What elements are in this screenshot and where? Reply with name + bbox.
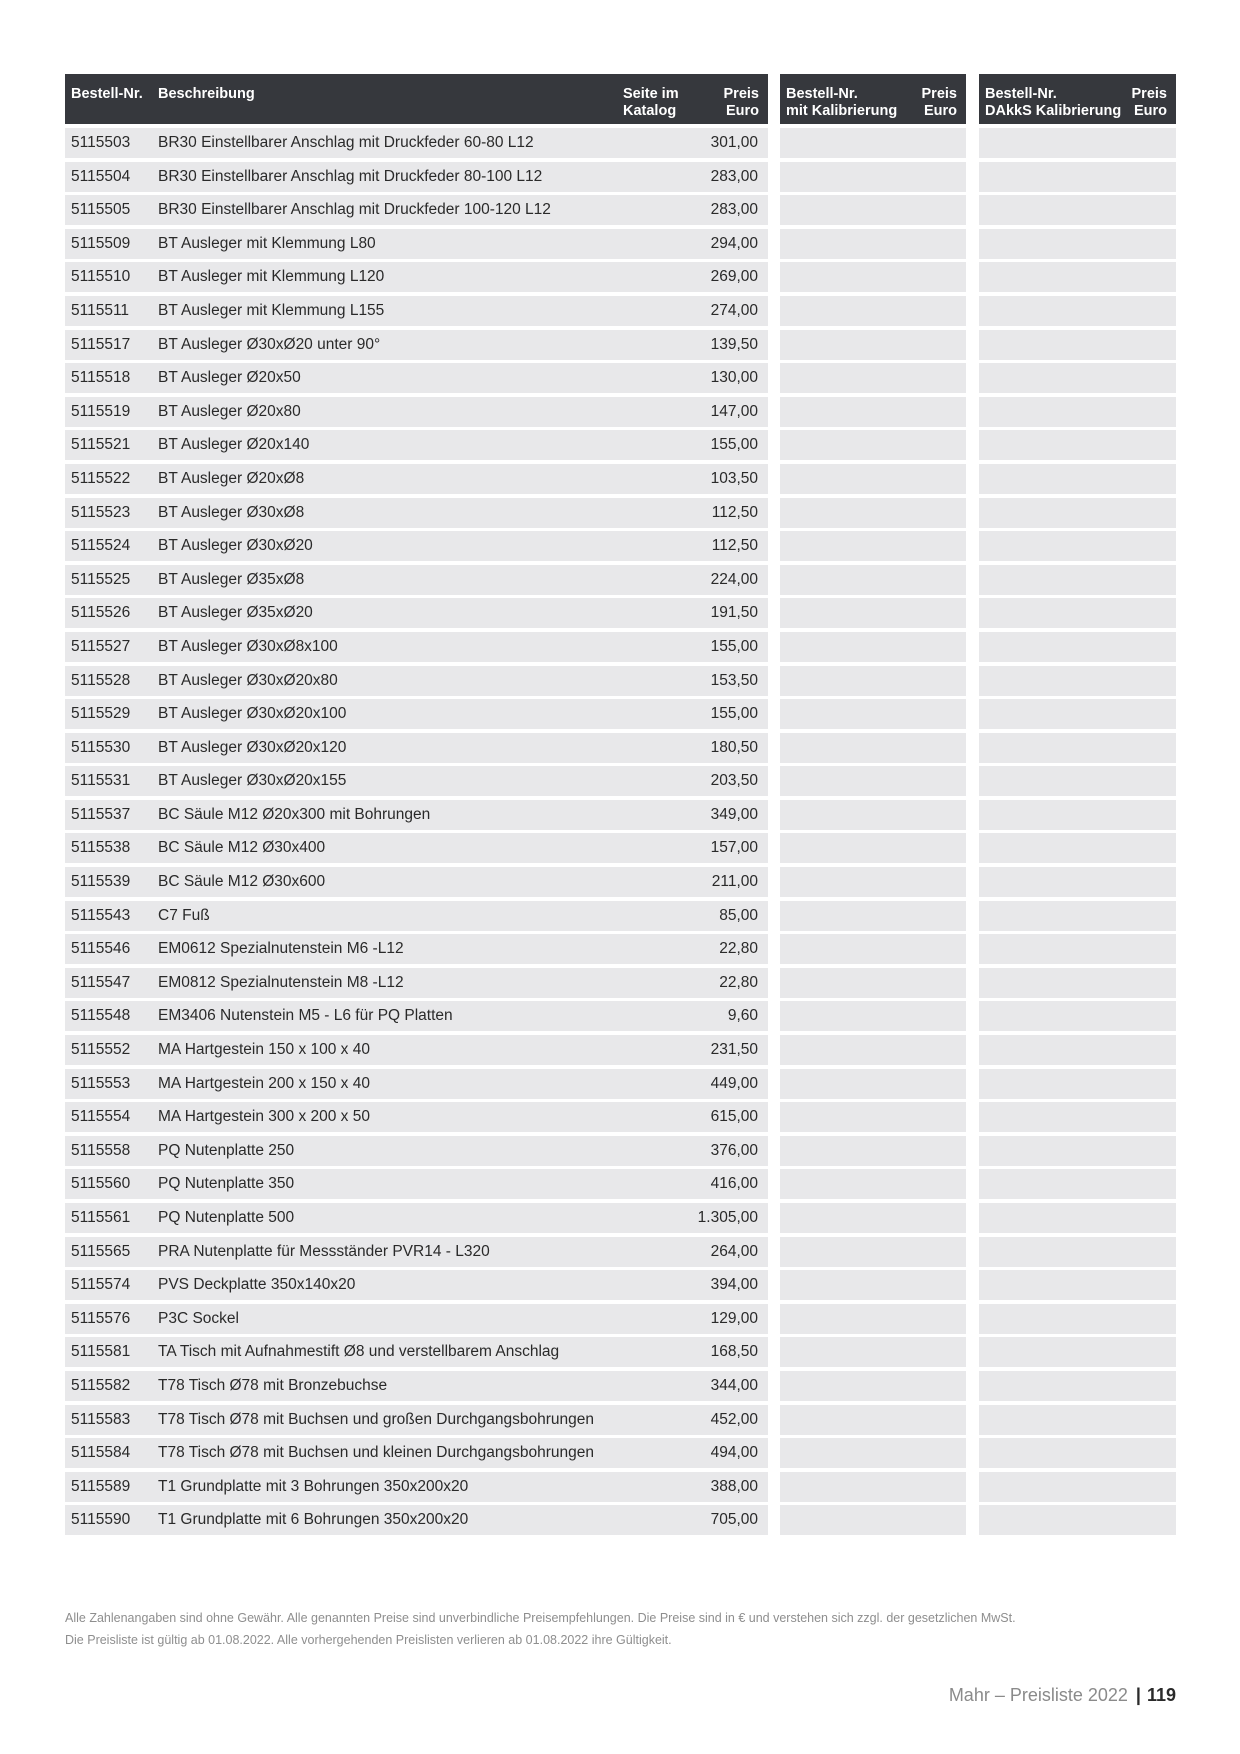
cell-bestell-nr: 5115522 xyxy=(71,469,131,487)
header-seite-katalog xyxy=(623,86,679,119)
kalibrierung-row xyxy=(780,1069,966,1099)
kalibrierung-row xyxy=(780,565,966,595)
cell-preis: 283,00 xyxy=(710,201,758,219)
cell-preis: 283,00 xyxy=(710,167,758,185)
kalibrierung-row xyxy=(780,1505,966,1535)
cell-beschreibung: BT Ausleger mit Klemmung L80 xyxy=(158,234,376,252)
cell-preis: 1.305,00 xyxy=(697,1209,758,1226)
kalibrierung-row xyxy=(780,128,966,158)
cell-preis: 155,00 xyxy=(710,637,758,655)
table-row xyxy=(65,1102,768,1132)
table-row xyxy=(65,598,768,628)
cell-beschreibung: BT Ausleger Ø30xØ20x80 xyxy=(158,671,338,689)
table-row xyxy=(65,632,768,662)
cell-preis: 388,00 xyxy=(710,1477,758,1495)
cell-bestell-nr: 5115548 xyxy=(71,1007,131,1025)
dakks-row xyxy=(979,229,1176,259)
dakks-row xyxy=(979,1405,1176,1435)
dakks-body xyxy=(979,128,1176,1535)
dakks-row xyxy=(979,632,1176,662)
table-row xyxy=(65,1270,768,1300)
cell-beschreibung: BR30 Einstellbarer Anschlag mit Druckfeder 100-120 L12 xyxy=(158,201,551,219)
cell-bestell-nr: 5115537 xyxy=(71,805,131,823)
table-row xyxy=(65,968,768,998)
table-row xyxy=(65,1472,768,1502)
cell-preis: 449,00 xyxy=(710,1074,758,1092)
kalibrierung-row xyxy=(780,1304,966,1334)
table-row xyxy=(65,229,768,259)
cell-bestell-nr: 5115510 xyxy=(71,268,131,286)
cell-beschreibung: BT Ausleger Ø30xØ8 xyxy=(158,503,305,521)
table-row xyxy=(65,1405,768,1435)
table-row xyxy=(65,296,768,326)
table-row xyxy=(65,1304,768,1334)
cell-beschreibung: BT Ausleger Ø20x80 xyxy=(158,402,301,420)
cell-preis: 180,50 xyxy=(710,738,758,756)
cell-preis: 274,00 xyxy=(710,301,758,319)
cell-beschreibung: BT Ausleger Ø30xØ20x120 xyxy=(158,738,347,756)
dakks-row xyxy=(979,1371,1176,1401)
kalibrierung-row xyxy=(780,195,966,225)
cell-beschreibung: EM0612 Spezialnutenstein M6 -L12 xyxy=(158,940,404,958)
header-bestell-nr: Bestell-Nr. xyxy=(71,86,143,102)
cell-bestell-nr: 5115582 xyxy=(71,1376,131,1394)
dakks-row xyxy=(979,733,1176,763)
cell-bestell-nr: 5115552 xyxy=(71,1041,131,1059)
table-row xyxy=(65,901,768,931)
kalibrierung-row xyxy=(780,430,966,460)
dakks-row xyxy=(979,666,1176,696)
cell-beschreibung: BT Ausleger Ø35xØ8 xyxy=(158,570,305,588)
cell-preis: 394,00 xyxy=(710,1276,758,1294)
kalibrierung-row xyxy=(780,867,966,897)
kalibrierung-row xyxy=(780,464,966,494)
table-row xyxy=(65,397,768,427)
dakks-row xyxy=(979,766,1176,796)
kalibrierung-row xyxy=(780,1169,966,1199)
dakks-row xyxy=(979,195,1176,225)
cell-beschreibung: BT Ausleger Ø30xØ20x155 xyxy=(158,772,347,790)
cell-bestell-nr: 5115523 xyxy=(71,503,131,521)
cell-beschreibung: MA Hartgestein 200 x 150 x 40 xyxy=(158,1074,370,1092)
dakks-row xyxy=(979,867,1176,897)
dakks-row xyxy=(979,901,1176,931)
dakks-row xyxy=(979,1035,1176,1065)
kalibrierung-row xyxy=(780,766,966,796)
footnote xyxy=(65,1607,1165,1651)
cell-bestell-nr: 5115525 xyxy=(71,570,131,588)
cell-preis: 294,00 xyxy=(710,234,758,252)
table-row xyxy=(65,1203,768,1233)
dakks-row xyxy=(979,833,1176,863)
cell-beschreibung: BT Ausleger Ø30xØ8x100 xyxy=(158,637,338,655)
dakks-row xyxy=(979,699,1176,729)
kalibrierung-row xyxy=(780,1438,966,1468)
cell-bestell-nr: 5115521 xyxy=(71,436,131,454)
dakks-row xyxy=(979,498,1176,528)
kalibrierung-row xyxy=(780,330,966,360)
table-row xyxy=(65,1035,768,1065)
cell-bestell-nr: 5115560 xyxy=(71,1175,131,1193)
cell-preis: 203,50 xyxy=(710,772,758,790)
cell-beschreibung: MA Hartgestein 300 x 200 x 50 xyxy=(158,1108,370,1126)
table-row xyxy=(65,1505,768,1535)
dakks-row xyxy=(979,531,1176,561)
table-row xyxy=(65,1337,768,1367)
kalibrierung-row xyxy=(780,1102,966,1132)
kalibrierung-row xyxy=(780,1035,966,1065)
cell-bestell-nr: 5115590 xyxy=(71,1511,131,1529)
cell-preis: 22,80 xyxy=(719,973,758,991)
dakks-row xyxy=(979,934,1176,964)
cell-beschreibung: BT Ausleger Ø20xØ8 xyxy=(158,469,305,487)
cell-preis: 349,00 xyxy=(710,805,758,823)
cell-preis: 344,00 xyxy=(710,1376,758,1394)
cell-beschreibung: BT Ausleger Ø20x140 xyxy=(158,436,310,454)
cell-bestell-nr: 5115574 xyxy=(71,1276,131,1294)
dakks-row xyxy=(979,1102,1176,1132)
cell-preis: 615,00 xyxy=(710,1108,758,1126)
table-row xyxy=(65,430,768,460)
kalibrierung-row xyxy=(780,1270,966,1300)
table-row xyxy=(65,128,768,158)
kalibrierung-row xyxy=(780,800,966,830)
kalibrierung-row xyxy=(780,229,966,259)
cell-beschreibung: T1 Grundplatte mit 3 Bohrungen 350x200x20 xyxy=(158,1477,469,1495)
cell-bestell-nr: 5115561 xyxy=(71,1209,131,1226)
cell-beschreibung: BR30 Einstellbarer Anschlag mit Druckfeder 80-100 L12 xyxy=(158,167,543,185)
cell-beschreibung: BT Ausleger Ø30xØ20 unter 90° xyxy=(158,335,381,353)
table-row xyxy=(65,1169,768,1199)
table-row xyxy=(65,1001,768,1031)
cell-preis: 211,00 xyxy=(711,873,758,891)
cell-bestell-nr: 5115539 xyxy=(71,873,131,891)
cell-beschreibung: PVS Deckplatte 350x140x20 xyxy=(158,1276,356,1294)
table-row xyxy=(65,733,768,763)
cell-bestell-nr: 5115527 xyxy=(71,637,131,655)
header-kal-bestell-nr xyxy=(786,86,897,119)
cell-preis: 494,00 xyxy=(710,1444,758,1462)
cell-bestell-nr: 5115517 xyxy=(71,335,131,353)
cell-preis: 9,60 xyxy=(727,1007,758,1025)
cell-beschreibung: MA Hartgestein 150 x 100 x 40 xyxy=(158,1041,370,1059)
kalibrierung-row xyxy=(780,498,966,528)
dakks-row xyxy=(979,1001,1176,1031)
cell-bestell-nr: 5115546 xyxy=(71,940,131,958)
kalibrierung-row xyxy=(780,968,966,998)
header-seite-line1: Seite im xyxy=(623,86,679,102)
dakks-row xyxy=(979,1438,1176,1468)
footnote-line2: Die Preisliste ist gültig ab 01.08.2022. Alle vorhergehenden Preislisten verlieren ab 01.08.2022 ihre Gültigkeit. xyxy=(65,1633,672,1647)
cell-beschreibung: TA Tisch mit Aufnahmestift Ø8 und verstellbarem Anschlag xyxy=(158,1343,560,1361)
table-row xyxy=(65,363,768,393)
cell-beschreibung: T78 Tisch Ø78 mit Buchsen und kleinen Durchgangsbohrungen xyxy=(158,1444,594,1462)
dakks-row xyxy=(979,128,1176,158)
cell-bestell-nr: 5115554 xyxy=(71,1108,131,1126)
cell-beschreibung: BR30 Einstellbarer Anschlag mit Druckfeder 60-80 L12 xyxy=(158,134,534,151)
cell-beschreibung: EM0812 Spezialnutenstein M8 -L12 xyxy=(158,973,404,991)
kalibrierung-row xyxy=(780,1136,966,1166)
header-kal-nr-line1: Bestell-Nr. xyxy=(786,86,858,102)
cell-bestell-nr: 5115543 xyxy=(71,906,131,924)
header-seite-line2: Katalog xyxy=(623,102,677,119)
dakks-row xyxy=(979,1270,1176,1300)
cell-bestell-nr: 5115528 xyxy=(71,671,131,689)
kalibrierung-table xyxy=(780,74,966,1539)
header-dakks-nr-line2: DAkkS Kalibrierung xyxy=(985,102,1122,119)
dakks-row xyxy=(979,1203,1176,1233)
table-row xyxy=(65,1136,768,1166)
cell-preis: 147,00 xyxy=(710,402,758,420)
price-table xyxy=(65,74,768,1539)
dakks-row xyxy=(979,1337,1176,1367)
table-row xyxy=(65,330,768,360)
cell-beschreibung: P3C Sockel xyxy=(158,1309,239,1327)
cell-bestell-nr: 5115530 xyxy=(71,738,131,756)
cell-beschreibung: BT Ausleger mit Klemmung L155 xyxy=(158,301,385,319)
table-row xyxy=(65,1371,768,1401)
dakks-row xyxy=(979,1237,1176,1267)
cell-beschreibung: BT Ausleger Ø30xØ20 xyxy=(158,537,313,555)
table-row xyxy=(65,162,768,192)
dakks-row xyxy=(979,968,1176,998)
kalibrierung-row xyxy=(780,733,966,763)
table-row xyxy=(65,195,768,225)
table-header xyxy=(65,74,768,124)
cell-beschreibung: T1 Grundplatte mit 6 Bohrungen 350x200x20 xyxy=(158,1511,469,1529)
cell-preis: 191,50 xyxy=(710,604,758,622)
dakks-row xyxy=(979,464,1176,494)
cell-bestell-nr: 5115553 xyxy=(71,1074,131,1092)
kalibrierung-row xyxy=(780,1237,966,1267)
cell-beschreibung: BT Ausleger Ø20x50 xyxy=(158,369,301,387)
dakks-table xyxy=(979,74,1176,1539)
table-row xyxy=(65,699,768,729)
table-row xyxy=(65,531,768,561)
page-footer-title: Mahr – Preisliste 2022 xyxy=(948,1685,1128,1705)
table-row xyxy=(65,1237,768,1267)
cell-preis: 112,50 xyxy=(711,503,758,521)
cell-bestell-nr: 5115526 xyxy=(71,604,131,622)
dakks-row xyxy=(979,565,1176,595)
cell-beschreibung: PQ Nutenplatte 350 xyxy=(158,1175,295,1193)
kalibrierung-row xyxy=(780,1405,966,1435)
header-kal-preis-line2: Euro xyxy=(923,102,957,119)
cell-preis: 269,00 xyxy=(710,268,758,286)
table-row xyxy=(65,464,768,494)
cell-bestell-nr: 5115511 xyxy=(71,301,130,319)
table-row xyxy=(65,833,768,863)
cell-beschreibung: BC Säule M12 Ø30x600 xyxy=(158,873,326,891)
kalibrierung-row xyxy=(780,934,966,964)
dakks-row xyxy=(979,397,1176,427)
table-row xyxy=(65,867,768,897)
header-preis-line2: Euro xyxy=(725,102,759,119)
cell-bestell-nr: 5115505 xyxy=(71,201,131,219)
cell-beschreibung: BT Ausleger mit Klemmung L120 xyxy=(158,268,385,286)
cell-preis: 301,00 xyxy=(710,134,758,151)
table-row xyxy=(65,800,768,830)
header-dakks-preis-line2: Euro xyxy=(1133,102,1167,119)
kalibrierung-row xyxy=(780,666,966,696)
dakks-row xyxy=(979,1304,1176,1334)
page-number: 119 xyxy=(1146,1685,1176,1705)
cell-beschreibung: BC Säule M12 Ø20x300 mit Bohrungen xyxy=(158,805,431,823)
cell-preis: 130,00 xyxy=(710,369,758,387)
cell-preis: 452,00 xyxy=(710,1410,758,1428)
cell-bestell-nr: 5115576 xyxy=(71,1309,131,1327)
kalibrierung-row xyxy=(780,363,966,393)
cell-preis: 264,00 xyxy=(710,1242,758,1260)
header-dakks-preis-line1: Preis xyxy=(1131,86,1167,102)
cell-bestell-nr: 5115538 xyxy=(71,839,131,857)
cell-preis: 112,50 xyxy=(711,537,758,555)
kalibrierung-row xyxy=(780,397,966,427)
kalibrierung-row xyxy=(780,632,966,662)
header-preis-line1: Preis xyxy=(723,86,759,102)
table-row xyxy=(65,1069,768,1099)
cell-beschreibung: BC Säule M12 Ø30x400 xyxy=(158,839,326,857)
header-kal-preis-line1: Preis xyxy=(921,86,957,102)
dakks-row xyxy=(979,296,1176,326)
kalibrierung-row xyxy=(780,296,966,326)
header-preis xyxy=(724,86,759,119)
cell-preis: 155,00 xyxy=(710,436,758,454)
dakks-row xyxy=(979,1505,1176,1535)
table-row xyxy=(65,766,768,796)
header-beschreibung: Beschreibung xyxy=(158,86,255,102)
cell-bestell-nr: 5115518 xyxy=(71,369,131,387)
dakks-header xyxy=(979,74,1176,124)
header-kal-preis xyxy=(922,86,957,119)
kalibrierung-row xyxy=(780,1337,966,1367)
header-dakks-preis xyxy=(1132,86,1167,119)
cell-bestell-nr: 5115558 xyxy=(71,1141,131,1159)
table-row xyxy=(65,666,768,696)
cell-bestell-nr: 5115519 xyxy=(71,402,131,420)
page-footer-separator: | xyxy=(1135,1685,1141,1705)
dakks-row xyxy=(979,262,1176,292)
cell-preis: 224,00 xyxy=(710,570,758,588)
kalibrierung-body xyxy=(780,128,966,1535)
table-row xyxy=(65,934,768,964)
table-body xyxy=(65,128,768,1535)
cell-bestell-nr: 5115524 xyxy=(71,537,131,555)
dakks-row xyxy=(979,1472,1176,1502)
dakks-row xyxy=(979,598,1176,628)
cell-preis: 376,00 xyxy=(710,1141,758,1159)
kalibrierung-row xyxy=(780,1203,966,1233)
dakks-row xyxy=(979,800,1176,830)
cell-preis: 416,00 xyxy=(710,1175,758,1193)
cell-bestell-nr: 5115504 xyxy=(71,167,131,185)
cell-beschreibung: PQ Nutenplatte 500 xyxy=(158,1209,295,1226)
kalibrierung-row xyxy=(780,1472,966,1502)
header-dakks-bestell-nr xyxy=(985,86,1121,119)
kalibrierung-row xyxy=(780,1001,966,1031)
kalibrierung-row xyxy=(780,531,966,561)
cell-bestell-nr: 5115581 xyxy=(71,1343,131,1361)
cell-preis: 85,00 xyxy=(719,906,758,924)
cell-beschreibung: BT Ausleger Ø35xØ20 xyxy=(158,604,313,622)
page-footer xyxy=(949,1685,1176,1706)
cell-beschreibung: C7 Fuß xyxy=(158,906,210,924)
table-row xyxy=(65,1438,768,1468)
table-row xyxy=(65,498,768,528)
cell-bestell-nr: 5115529 xyxy=(71,705,131,723)
dakks-row xyxy=(979,330,1176,360)
header-dakks-nr-line1: Bestell-Nr. xyxy=(985,86,1057,102)
cell-bestell-nr: 5115583 xyxy=(71,1410,131,1428)
cell-preis: 103,50 xyxy=(710,469,758,487)
cell-beschreibung: BT Ausleger Ø30xØ20x100 xyxy=(158,705,347,723)
cell-bestell-nr: 5115589 xyxy=(71,1477,131,1495)
cell-bestell-nr: 5115509 xyxy=(71,234,131,252)
cell-preis: 231,50 xyxy=(710,1041,758,1059)
cell-preis: 155,00 xyxy=(710,705,758,723)
cell-preis: 157,00 xyxy=(710,839,758,857)
cell-preis: 129,00 xyxy=(710,1309,758,1327)
cell-beschreibung: PRA Nutenplatte für Messständer PVR14 - L320 xyxy=(158,1242,490,1260)
footnote-line1: Alle Zahlenangaben sind ohne Gewähr. Alle genannten Preise sind unverbindliche Preisempfehlungen. Die Preise sind in € und verstehen sich zzgl. der gesetzlichen MwSt. xyxy=(65,1611,1016,1625)
kalibrierung-row xyxy=(780,162,966,192)
kalibrierung-row xyxy=(780,833,966,863)
cell-bestell-nr: 5115547 xyxy=(71,973,131,991)
cell-preis: 22,80 xyxy=(719,940,758,958)
cell-beschreibung: T78 Tisch Ø78 mit Bronzebuchse xyxy=(158,1376,388,1394)
kalibrierung-header xyxy=(780,74,966,124)
cell-bestell-nr: 5115565 xyxy=(71,1242,131,1260)
dakks-row xyxy=(979,1136,1176,1166)
cell-bestell-nr: 5115531 xyxy=(71,772,131,790)
cell-bestell-nr: 5115584 xyxy=(71,1444,131,1462)
dakks-row xyxy=(979,1069,1176,1099)
kalibrierung-row xyxy=(780,699,966,729)
header-kal-nr-line2: mit Kalibrierung xyxy=(786,102,898,119)
table-row xyxy=(65,565,768,595)
dakks-row xyxy=(979,430,1176,460)
kalibrierung-row xyxy=(780,598,966,628)
kalibrierung-row xyxy=(780,901,966,931)
cell-preis: 139,50 xyxy=(710,335,758,353)
dakks-row xyxy=(979,363,1176,393)
dakks-row xyxy=(979,1169,1176,1199)
cell-preis: 705,00 xyxy=(710,1511,758,1529)
cell-bestell-nr: 5115503 xyxy=(71,134,131,151)
dakks-row xyxy=(979,162,1176,192)
cell-preis: 168,50 xyxy=(710,1343,758,1361)
kalibrierung-row xyxy=(780,262,966,292)
table-row xyxy=(65,262,768,292)
cell-preis: 153,50 xyxy=(710,671,758,689)
kalibrierung-row xyxy=(780,1371,966,1401)
cell-beschreibung: PQ Nutenplatte 250 xyxy=(158,1141,295,1159)
cell-beschreibung: EM3406 Nutenstein M5 - L6 für PQ Platten xyxy=(158,1007,453,1025)
cell-beschreibung: T78 Tisch Ø78 mit Buchsen und großen Durchgangsbohrungen xyxy=(158,1410,594,1428)
